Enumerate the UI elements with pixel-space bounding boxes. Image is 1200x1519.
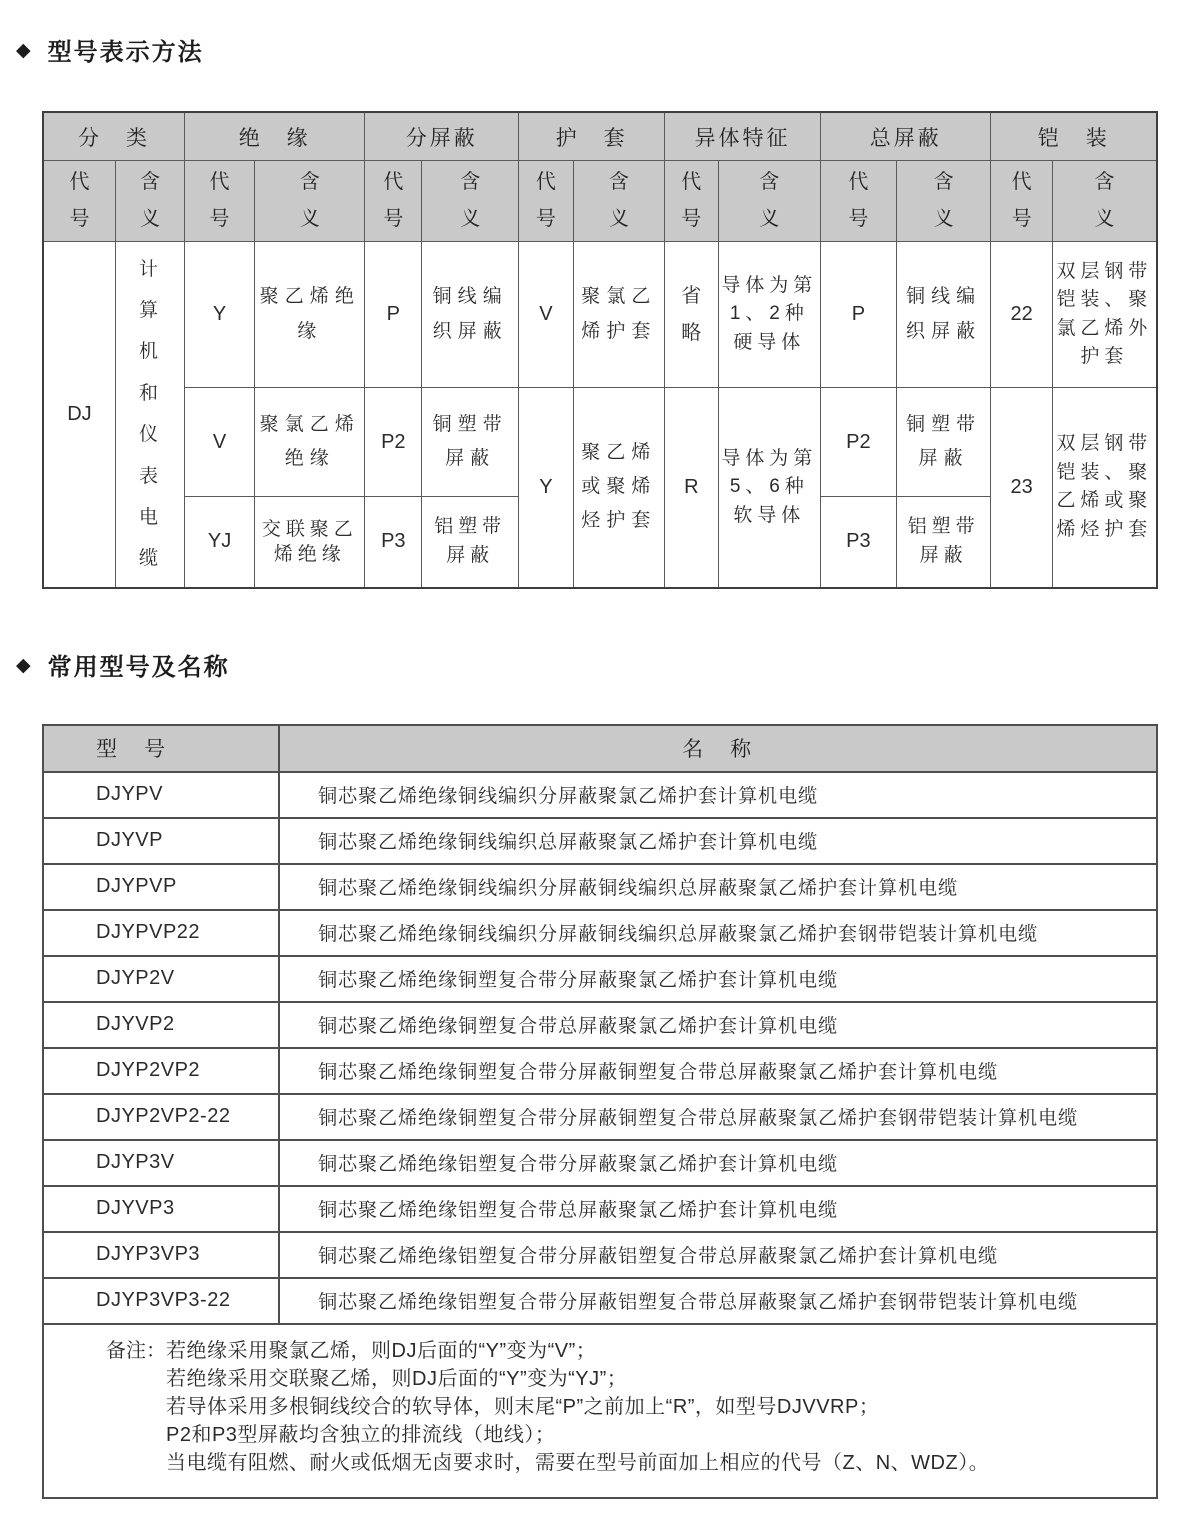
total-shield-code-cell: P [821,242,897,388]
subheader-meaning [255,161,365,242]
section-title-text: 常用型号及名称 [47,653,230,681]
notes-block [106,1337,1132,1477]
table-row [43,772,1157,818]
group-header-conductor-feature: 异体特征 [665,112,821,161]
group-header-sub-shield: 分屏蔽 [365,112,519,161]
subheader-code [991,161,1052,242]
model-cell: DJYP2V [43,956,279,1002]
model-cell: DJYPVP22 [43,910,279,956]
subheader-code [365,161,422,242]
sub-shield-meaning-cell: 铜线编织屏蔽 [422,242,519,388]
name-cell: 铜芯聚乙烯绝缘铜塑复合带总屏蔽聚氯乙烯护套计算机电缆 [279,1002,1157,1048]
notes-lines [166,1337,1132,1477]
model-cell: DJYVP3 [43,1186,279,1232]
table-row [43,956,1157,1002]
notes-row [43,1324,1157,1498]
classification-code-cell: DJ [43,242,115,588]
sub-shield-code-cell: P2 [365,388,422,497]
notes-label: 备注： [106,1339,166,1362]
subheader-meaning-label: 含义 [759,171,780,230]
insulation-code-cell: Y [184,242,254,388]
sheath-meaning-cell: 聚乙烯或聚烯烃护套 [573,388,664,588]
name-cell: 铜芯聚乙烯绝缘铝塑复合带分屏蔽铝塑复合带总屏蔽聚氯乙烯护套计算机电缆 [279,1232,1157,1278]
name-cell: 铜芯聚乙烯绝缘铜线编织总屏蔽聚氯乙烯护套计算机电缆 [279,818,1157,864]
subheader-code-label: 代号 [383,171,404,230]
model-cell: DJYPVP [43,864,279,910]
subheader-code [821,161,897,242]
name-cell: 铜芯聚乙烯绝缘铜线编织分屏蔽铜线编织总屏蔽聚氯乙烯护套钢带铠装计算机电缆 [279,910,1157,956]
diamond-bullet-icon: ◆ [16,654,33,676]
name-cell: 铜芯聚乙烯绝缘铝塑复合带分屏蔽铝塑复合带总屏蔽聚氯乙烯护套钢带铠装计算机电缆 [279,1278,1157,1324]
conductor-meaning-cell: 导体为第5、6种软导体 [718,388,820,588]
subheader-meaning-label: 含义 [299,171,320,230]
sub-shield-code-cell: P3 [365,497,422,588]
note-line: 若绝缘采用聚氯乙烯，则DJ后面的“Y”变为“V”； [166,1339,597,1362]
table-row [43,1232,1157,1278]
group-header-row [43,112,1157,161]
subheader-meaning-label: 含义 [933,171,954,230]
table-row [43,1094,1157,1140]
sheath-code-cell: V [519,242,574,388]
armor-meaning-cell: 双层钢带铠装、聚氯乙烯外护套 [1052,242,1157,388]
name-cell: 铜芯聚乙烯绝缘铜塑复合带分屏蔽铜塑复合带总屏蔽聚氯乙烯护套钢带铠装计算机电缆 [279,1094,1157,1140]
name-cell: 铜芯聚乙烯绝缘铜线编织分屏蔽聚氯乙烯护套计算机电缆 [279,772,1157,818]
section-title-model-method [16,32,1158,67]
note-line: 若导体采用多根铜线绞合的软导体，则末尾“P”之前加上“R”，如型号DJVVRP； [166,1395,880,1418]
subheader-meaning-label: 含义 [608,171,629,230]
conductor-code-cell [665,242,718,388]
subheader-code-label: 代号 [681,171,702,230]
subheader-meaning-label: 含义 [460,171,481,230]
total-shield-code-cell: P3 [821,497,897,588]
subheader-meaning [115,161,184,242]
insulation-code-cell: V [184,388,254,497]
model-cell: DJYP3V [43,1140,279,1186]
model-cell: DJYP3VP3 [43,1232,279,1278]
sub-shield-meaning-cell: 铜塑带屏蔽 [422,388,519,497]
subheader-code [519,161,574,242]
subheader-meaning [718,161,820,242]
table-row [43,1002,1157,1048]
total-shield-code-cell: P2 [821,388,897,497]
group-header-sheath: 护 套 [519,112,665,161]
subheader-meaning-label: 含义 [1094,171,1115,230]
group-header-classification: 分 类 [43,112,184,161]
armor-code-cell: 23 [991,388,1052,588]
armor-meaning-cell: 双层钢带铠装、聚乙烯或聚烯烃护套 [1052,388,1157,588]
subheader-code-label: 代号 [209,171,230,230]
common-models-header-row [43,725,1157,772]
section-title-common-models [16,647,1158,682]
name-cell: 铜芯聚乙烯绝缘铜线编织分屏蔽铜线编织总屏蔽聚氯乙烯护套计算机电缆 [279,864,1157,910]
designation-row-2 [43,388,1157,497]
subheader-code-label: 代号 [69,171,90,230]
name-cell: 铜芯聚乙烯绝缘铜塑复合带分屏蔽聚氯乙烯护套计算机电缆 [279,956,1157,1002]
group-header-armor: 铠 装 [991,112,1157,161]
table-row [43,1048,1157,1094]
subheader-code-label: 代号 [535,171,556,230]
model-cell: DJYP2VP2-22 [43,1094,279,1140]
conductor-code-cell: R [665,388,718,588]
model-designation-table [42,111,1158,589]
column-header-model: 型 号 [43,725,279,772]
insulation-meaning-cell: 聚氯乙烯绝缘 [255,388,365,497]
model-cell: DJYVP [43,818,279,864]
classification-meaning-label: 计算机和仪表电缆 [139,258,165,570]
table-row [43,1278,1157,1324]
common-models-table [42,724,1158,1499]
table-row [43,818,1157,864]
model-cell: DJYVP2 [43,1002,279,1048]
notes-cell [43,1324,1157,1498]
subheader-meaning [422,161,519,242]
model-cell: DJYP2VP2 [43,1048,279,1094]
subheader-meaning [896,161,991,242]
note-line: P2和P3型屏蔽均含独立的排流线（地线）； [166,1423,556,1446]
subheader-meaning [573,161,664,242]
sheath-code-cell: Y [519,388,574,588]
conductor-meaning-cell: 导体为第1、2种硬导体 [718,242,820,388]
model-cell: DJYP3VP3-22 [43,1278,279,1324]
table-row [43,1186,1157,1232]
subheader-row [43,161,1157,242]
insulation-meaning-cell: 交联聚乙烯绝缘 [255,497,365,588]
insulation-meaning-cell: 聚乙烯绝缘 [255,242,365,388]
total-shield-meaning-cell: 铜塑带屏蔽 [896,388,991,497]
conductor-code-label: 省略 [681,284,702,344]
name-cell: 铜芯聚乙烯绝缘铝塑复合带总屏蔽聚氯乙烯护套计算机电缆 [279,1186,1157,1232]
classification-meaning-cell [115,242,184,588]
subheader-meaning [1052,161,1157,242]
subheader-code [184,161,254,242]
total-shield-meaning-cell: 铝塑带屏蔽 [896,497,991,588]
insulation-code-cell: YJ [184,497,254,588]
model-cell: DJYPV [43,772,279,818]
note-line: 若绝缘采用交联聚乙烯，则DJ后面的“Y”变为“YJ”； [166,1367,628,1390]
name-cell: 铜芯聚乙烯绝缘铜塑复合带分屏蔽铜塑复合带总屏蔽聚氯乙烯护套计算机电缆 [279,1048,1157,1094]
group-header-insulation: 绝 缘 [184,112,364,161]
subheader-code [43,161,115,242]
subheader-code-label: 代号 [1011,171,1032,230]
note-line: 当电缆有阻燃、耐火或低烟无卤要求时，需要在型号前面加上相应的代号（Z、N、WDZ）。 [166,1451,990,1474]
subheader-code [665,161,718,242]
table-row [43,1140,1157,1186]
column-header-name: 名 称 [279,725,1157,772]
sheath-meaning-cell: 聚氯乙烯护套 [573,242,664,388]
diamond-bullet-icon: ◆ [16,40,33,61]
subheader-meaning-label: 含义 [139,171,160,230]
sub-shield-meaning-cell: 铝塑带屏蔽 [422,497,519,588]
armor-code-cell: 22 [991,242,1052,388]
total-shield-meaning-cell: 铜线编织屏蔽 [896,242,991,388]
table-row [43,864,1157,910]
table-row [43,910,1157,956]
designation-row-1 [43,242,1157,388]
section-title-text: 型号表示方法 [47,39,204,66]
sub-shield-code-cell: P [365,242,422,388]
group-header-total-shield: 总屏蔽 [821,112,991,161]
subheader-code-label: 代号 [848,171,869,230]
name-cell: 铜芯聚乙烯绝缘铝塑复合带分屏蔽聚氯乙烯护套计算机电缆 [279,1140,1157,1186]
